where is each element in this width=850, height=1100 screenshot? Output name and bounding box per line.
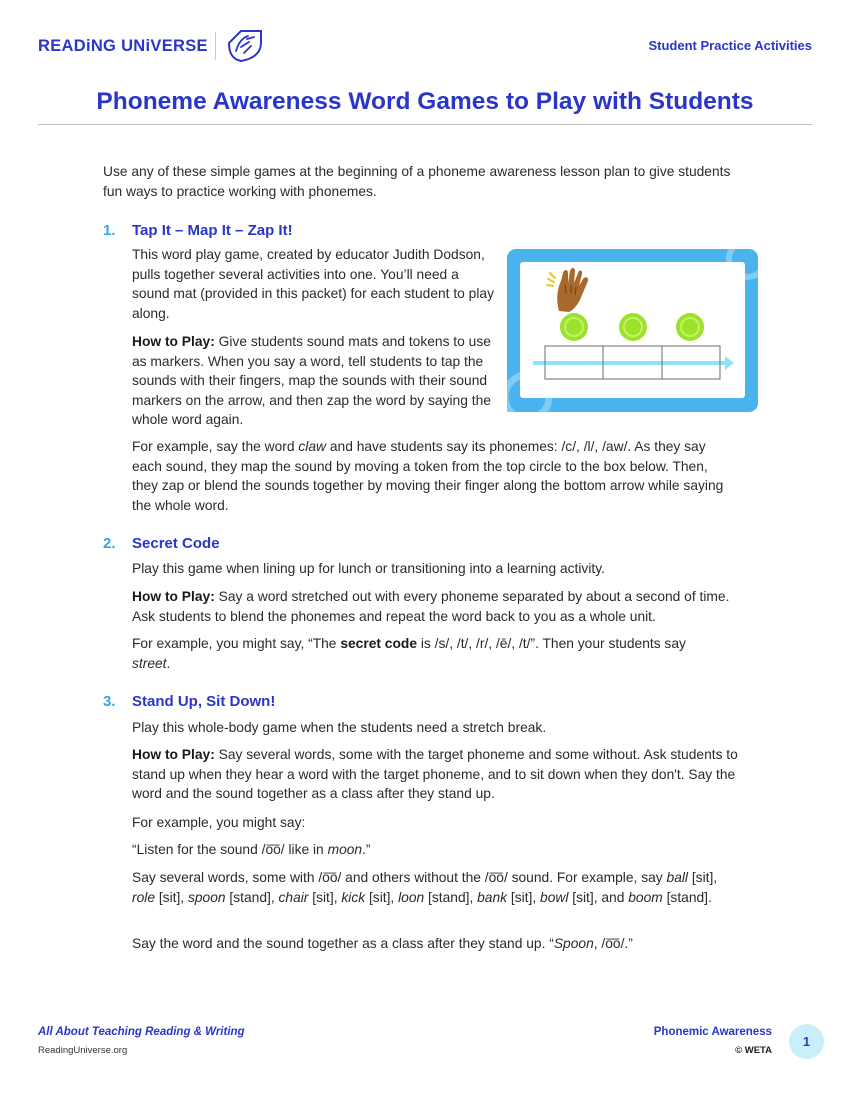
logo-divider — [215, 32, 216, 60]
intro-paragraph: Use any of these simple games at the beginning of a phoneme awareness lesson plan to give students fun ways to practice working with phonemes. — [103, 164, 731, 199]
section-2-number: 2. — [103, 535, 116, 552]
how-to-play-label: How to Play: — [132, 589, 215, 604]
title-divider — [38, 124, 812, 125]
aft-logo-icon — [227, 29, 263, 63]
footer-topic: Phonemic Awareness — [653, 1026, 772, 1038]
section-1-number: 1. — [103, 222, 116, 239]
how-to-play-label: How to Play: — [132, 747, 215, 762]
section-1-example: For example, say the word claw and have students say its phonemes: /c/, /l/, /aw/. As they say each sound, they map the sound by moving a token from the top circle to the box below. Then, they zap or blend the sounds together by moving their finger along the bottom arrow while saying the whole word. — [132, 439, 724, 513]
section-3-quote: “Listen for the sound /o͞o/ like in moon.” — [132, 842, 371, 857]
footer-series-title: All About Teaching Reading & Writing — [38, 1026, 245, 1038]
section-3-number: 3. — [103, 693, 116, 710]
section-3-how-to-play: How to Play: Say several words, some with the target phoneme and some without. Ask students to stand up when they hear a word with the target phoneme, and to sit down when they don't. Say the word and the sound together as a class after they stand up. — [132, 747, 738, 801]
section-2-example: For example, you might say, “The secret code is /s/, /t/, /r/, /ē/, /t/”. Then your students say street. — [132, 636, 686, 671]
section-2-description: Play this game when lining up for lunch or transitioning into a learning activity. — [132, 561, 605, 576]
section-2-title: Secret Code — [132, 535, 220, 552]
header — [38, 28, 812, 64]
section-3-description: Play this whole-body game when the students need a stretch break. — [132, 720, 547, 735]
sound-mat-illustration — [507, 249, 758, 412]
reading-universe-logo[interactable]: READiNG UNiVERSE — [38, 37, 208, 55]
section-3-example-intro: For example, you might say: — [132, 815, 306, 830]
section-1-description: This word play game, created by educator Judith Dodson, pulls together several activities into one. You’ll need a sound mat (provided in this packet) for each student to play along. — [132, 247, 494, 321]
section-3-title: Stand Up, Sit Down! — [132, 693, 276, 710]
how-to-play-label: How to Play: — [132, 334, 215, 349]
page-title: Phoneme Awareness Word Games to Play with Students — [96, 88, 754, 115]
page-number-badge: 1 — [789, 1024, 824, 1059]
token-circles — [560, 313, 704, 341]
section-1-title: Tap It – Map It – Zap It! — [132, 222, 293, 239]
section-3-closing: Say the word and the sound together as a class after they stand up. “Spoon, /o͞o/.” — [132, 936, 633, 951]
section-3-word-list: Say several words, some with /o͞o/ and others without the /o͞o/ sound. For example, say ball [sit], role [sit], spoon [stand], chair [sit], kick [sit], loon [stand], bank [sit], bowl [sit], and boom [stand]. — [132, 870, 718, 905]
student-practice-link[interactable]: Student Practice Activities — [648, 38, 812, 53]
footer-url[interactable]: ReadingUniverse.org — [38, 1045, 128, 1056]
section-2-how-to-play: How to Play: Say a word stretched out with every phoneme separated by about a second of time. Ask students to blend the phonemes and repeat the word back to you as a whole unit. — [132, 589, 730, 624]
footer-copyright: © WETA — [735, 1045, 772, 1056]
section-1-how-to-play: How to Play: Give students sound mats and tokens to use as markers. When you say a word, tell students to tap the sounds with their fingers, map the sounds with their sound markers on the arrow, and then zap the word by saying the whole word again. — [132, 334, 491, 427]
